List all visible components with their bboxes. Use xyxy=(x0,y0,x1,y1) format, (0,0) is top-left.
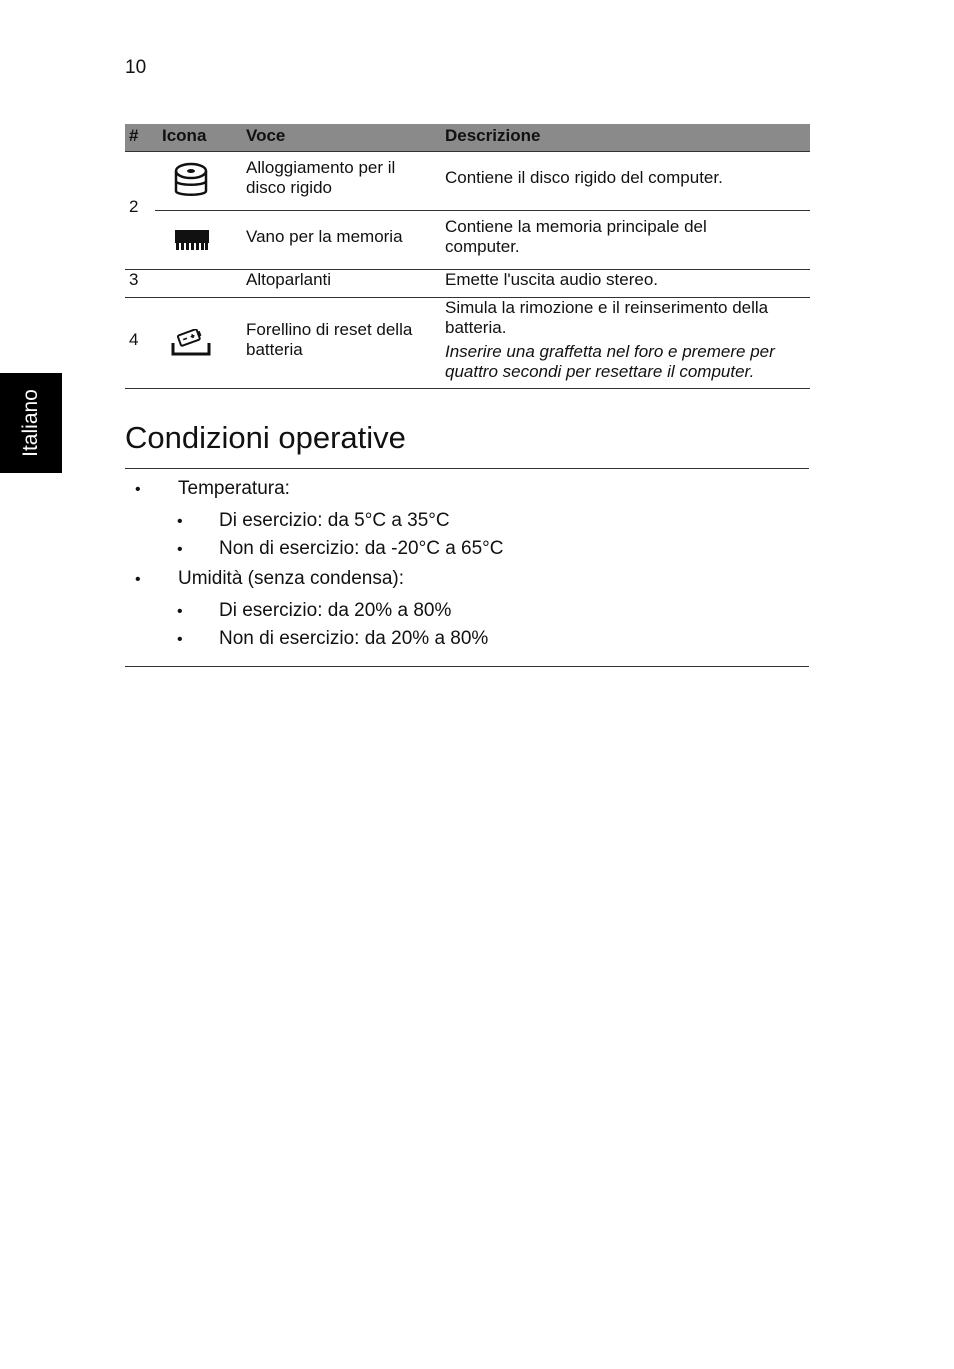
row-number: 2 xyxy=(129,197,139,216)
language-tab xyxy=(0,373,62,473)
item-label: Altoparlanti xyxy=(246,270,332,289)
header-icon: Icona xyxy=(162,126,207,145)
item-description: Contiene il disco rigido del computer. xyxy=(445,168,723,187)
item-description: Contiene la memoria principale del computer. xyxy=(445,217,707,256)
bullet: • xyxy=(177,603,183,620)
section-rule-bottom xyxy=(125,666,809,667)
hard-disk-icon xyxy=(173,162,209,200)
header-num: # xyxy=(129,126,139,145)
item-description: Simula la rimozione e il reinserimento della batteria. xyxy=(445,298,769,337)
list-subitem: Di esercizio: da 5°C a 35°C xyxy=(219,510,450,531)
header-item: Voce xyxy=(246,126,286,145)
memory-module-icon xyxy=(174,228,210,252)
section-rule-top xyxy=(125,468,809,469)
list-item: Umidità (senza condensa): xyxy=(178,568,404,589)
bullet: • xyxy=(177,631,183,648)
language-tab-label: Italiano xyxy=(19,389,42,457)
header-description: Descrizione xyxy=(445,126,541,145)
row-number: 3 xyxy=(129,270,139,289)
table-header xyxy=(125,124,810,152)
bullet: • xyxy=(135,571,141,588)
bullet: • xyxy=(135,481,141,498)
row-number: 4 xyxy=(129,330,139,349)
item-label: Alloggiamento per il disco rigido xyxy=(246,158,396,197)
bullet: • xyxy=(177,513,183,530)
battery-reset-icon xyxy=(171,329,211,359)
item-label: Vano per la memoria xyxy=(246,227,403,246)
list-item: Temperatura: xyxy=(178,478,290,499)
section-title: Condizioni operative xyxy=(125,420,406,455)
item-label: Forellino di reset della batteria xyxy=(246,320,413,359)
list-subitem: Non di esercizio: da -20°C a 65°C xyxy=(219,538,504,559)
page-number: 10 xyxy=(125,57,147,78)
item-note: Inserire una graffetta nel foro e premere per quattro secondi per resettare il computer. xyxy=(445,342,775,381)
list-subitem: Non di esercizio: da 20% a 80% xyxy=(219,628,489,649)
item-description: Emette l'uscita audio stereo. xyxy=(445,270,659,289)
bullet: • xyxy=(177,541,183,558)
list-subitem: Di esercizio: da 20% a 80% xyxy=(219,600,452,621)
